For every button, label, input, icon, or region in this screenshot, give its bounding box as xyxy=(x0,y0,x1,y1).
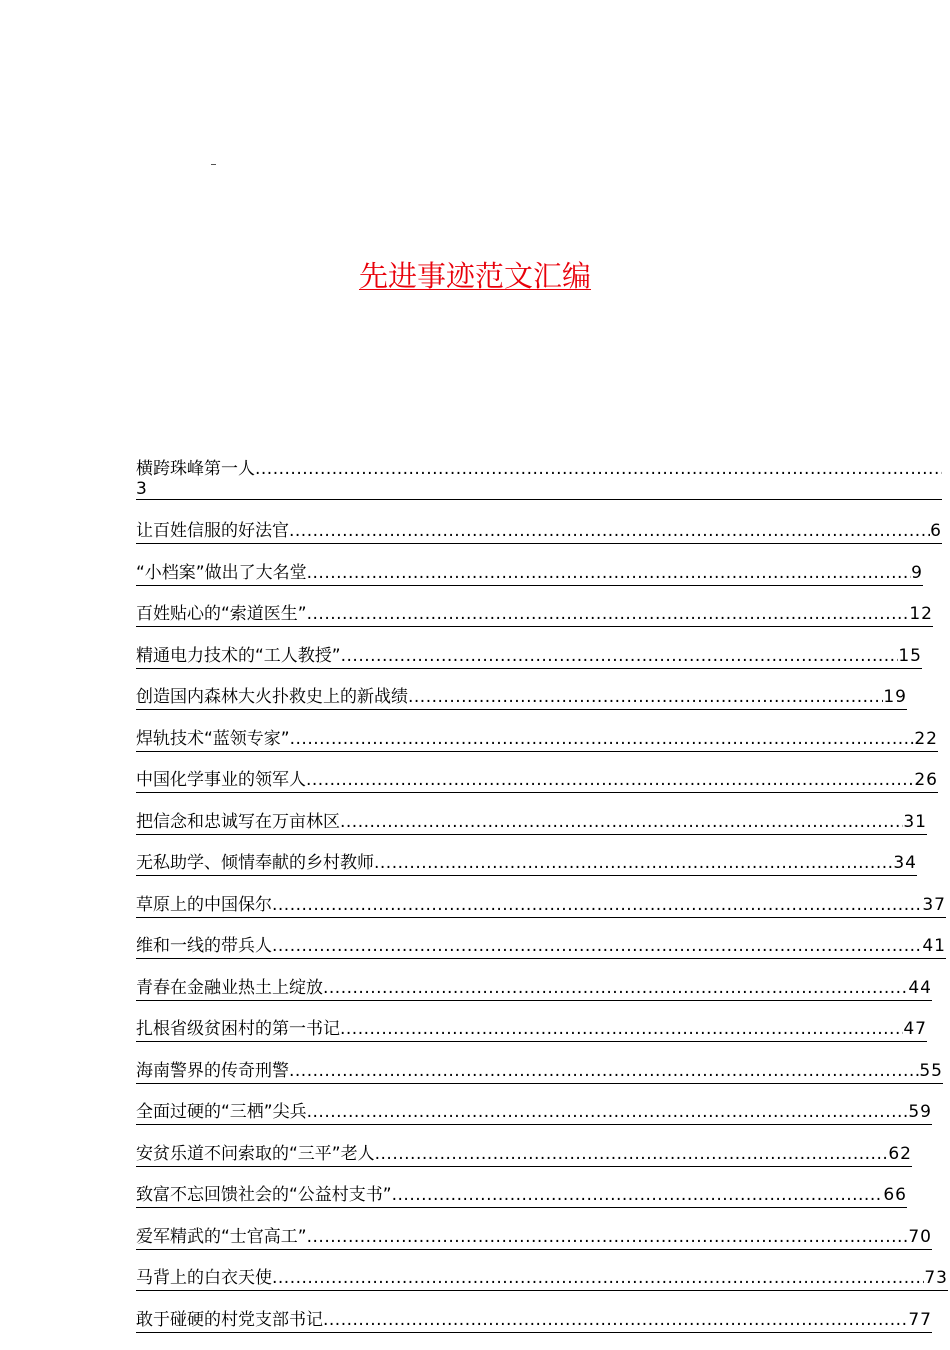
toc-entry-title: “小档案”做出了大名堂 xyxy=(136,562,307,584)
toc-link[interactable] xyxy=(136,1309,932,1333)
toc-link[interactable] xyxy=(136,1184,907,1208)
toc-link[interactable] xyxy=(136,686,907,710)
toc-entry-title: 敢于碰硬的村党支部书记 xyxy=(136,1309,323,1331)
toc-entry-title: 致富不忘回馈社会的“公益村支书” xyxy=(136,1184,392,1206)
toc-link[interactable] xyxy=(136,894,946,918)
toc-entry-page: 47 xyxy=(903,1018,927,1040)
toc-entry[interactable] xyxy=(136,1226,932,1268)
toc-entry-page: 44 xyxy=(908,977,932,999)
toc-entry-page: 66 xyxy=(883,1184,907,1206)
toc-link[interactable] xyxy=(136,1060,943,1084)
toc-leader-dots xyxy=(306,769,914,791)
toc-leader-dots xyxy=(255,458,942,480)
toc-entry-page: 15 xyxy=(898,645,922,667)
toc-link[interactable] xyxy=(136,769,938,793)
toc-link[interactable] xyxy=(136,1226,932,1250)
toc-leader-dots xyxy=(289,520,930,542)
toc-entry[interactable] xyxy=(136,458,942,520)
toc-entry-page: 62 xyxy=(888,1143,912,1165)
toc-link[interactable] xyxy=(136,603,933,627)
toc-leader-dots xyxy=(340,1018,903,1040)
toc-entry[interactable] xyxy=(136,1267,948,1309)
toc-link[interactable] xyxy=(136,977,932,1001)
toc-link[interactable] xyxy=(136,1018,927,1042)
toc-entry-title: 中国化学事业的领军人 xyxy=(136,769,306,791)
toc-entry-title: 维和一线的带兵人 xyxy=(136,935,272,957)
toc-entry-page: 26 xyxy=(914,769,938,791)
toc-entry-title: 全面过硬的“三栖”尖兵 xyxy=(136,1101,307,1123)
toc-entry-title: 创造国内森林大火扑救史上的新战绩 xyxy=(136,686,408,708)
toc-entry-title: 精通电力技术的“工人教授” xyxy=(136,645,341,667)
toc-entry-page: 12 xyxy=(909,603,933,625)
toc-leader-dots xyxy=(323,977,908,999)
toc-leader-dots xyxy=(307,562,912,584)
toc-entry-title: 无私助学、倾情奉献的乡村教师 xyxy=(136,852,374,874)
toc-link[interactable] xyxy=(136,1101,932,1125)
toc-leader-dots xyxy=(340,811,903,833)
toc-leader-dots xyxy=(392,1184,884,1206)
toc-entry-page: 70 xyxy=(908,1226,932,1248)
toc-leader-dots xyxy=(374,852,893,874)
toc-entry-page: 19 xyxy=(883,686,907,708)
toc-entry[interactable] xyxy=(136,894,946,936)
toc-entry-title: 把信念和忠诚写在万亩林区 xyxy=(136,811,340,833)
table-of-contents xyxy=(136,458,946,1350)
toc-entry-title: 百姓贴心的“索道医生” xyxy=(136,603,307,625)
toc-leader-dots xyxy=(290,728,915,750)
toc-entry-title: 让百姓信服的好法官 xyxy=(136,520,289,542)
toc-entry-page: 41 xyxy=(922,935,946,957)
header-mark xyxy=(211,164,216,165)
toc-leader-dots xyxy=(323,1309,908,1331)
toc-entry-page: 22 xyxy=(914,728,938,750)
toc-entry[interactable] xyxy=(136,1143,912,1185)
toc-entry[interactable] xyxy=(136,520,942,562)
toc-entry-page: 59 xyxy=(908,1101,932,1123)
toc-entry-page: 34 xyxy=(893,852,917,874)
toc-link[interactable] xyxy=(136,728,938,752)
toc-entry-page: 9 xyxy=(911,562,923,584)
toc-leader-dots xyxy=(341,645,899,667)
toc-entry[interactable] xyxy=(136,1101,932,1143)
toc-entry-title: 草原上的中国保尔 xyxy=(136,894,272,916)
toc-entry-title: 马背上的白衣天使 xyxy=(136,1267,272,1289)
toc-leader-dots xyxy=(375,1143,889,1165)
toc-entry-title: 爱军精武的“士官高工” xyxy=(136,1226,307,1248)
toc-link[interactable] xyxy=(136,1267,948,1291)
toc-entry[interactable] xyxy=(136,935,946,977)
toc-link[interactable] xyxy=(136,1143,912,1167)
toc-entry[interactable] xyxy=(136,728,938,770)
toc-entry[interactable] xyxy=(136,645,922,687)
toc-entry-page: 6 xyxy=(930,520,942,542)
toc-entry[interactable] xyxy=(136,1060,943,1102)
toc-entry-page: 31 xyxy=(903,811,927,833)
toc-link[interactable] xyxy=(136,935,946,959)
toc-entry-page: 37 xyxy=(922,894,946,916)
toc-entry-page: 3 xyxy=(136,480,942,498)
toc-entry[interactable] xyxy=(136,1018,927,1060)
toc-entry[interactable] xyxy=(136,686,907,728)
toc-leader-dots xyxy=(408,686,883,708)
toc-entry-title: 安贫乐道不问索取的“三平”老人 xyxy=(136,1143,375,1165)
toc-link[interactable] xyxy=(136,852,917,876)
toc-entry[interactable] xyxy=(136,1184,907,1226)
toc-leader-dots xyxy=(272,1267,924,1289)
toc-entry-title: 青春在金融业热土上绽放 xyxy=(136,977,323,999)
toc-entry-title: 横跨珠峰第一人 xyxy=(136,458,255,480)
document-title: 先进事迹范文汇编 xyxy=(0,256,950,296)
toc-entry[interactable] xyxy=(136,852,917,894)
toc-entry-page: 73 xyxy=(924,1267,948,1289)
toc-entry[interactable] xyxy=(136,603,933,645)
toc-entry[interactable] xyxy=(136,977,932,1019)
toc-entry[interactable] xyxy=(136,769,938,811)
toc-entry-page: 77 xyxy=(908,1309,932,1331)
toc-link[interactable] xyxy=(136,562,923,586)
toc-leader-dots xyxy=(272,935,922,957)
toc-leader-dots xyxy=(307,1226,909,1248)
toc-link[interactable] xyxy=(136,520,942,544)
toc-leader-dots xyxy=(307,1101,909,1123)
toc-link[interactable] xyxy=(136,458,942,500)
toc-entry[interactable] xyxy=(136,562,923,604)
toc-leader-dots xyxy=(272,894,922,916)
toc-leader-dots xyxy=(289,1060,919,1082)
toc-entry[interactable] xyxy=(136,811,927,853)
toc-leader-dots xyxy=(307,603,910,625)
toc-link[interactable] xyxy=(136,811,927,835)
toc-entry-page: 55 xyxy=(919,1060,943,1082)
toc-entry-title: 海南警界的传奇刑警 xyxy=(136,1060,289,1082)
toc-link[interactable] xyxy=(136,645,922,669)
toc-entry-title: 焊轨技术“蓝领专家” xyxy=(136,728,290,750)
toc-entry-title: 扎根省级贫困村的第一书记 xyxy=(136,1018,340,1040)
